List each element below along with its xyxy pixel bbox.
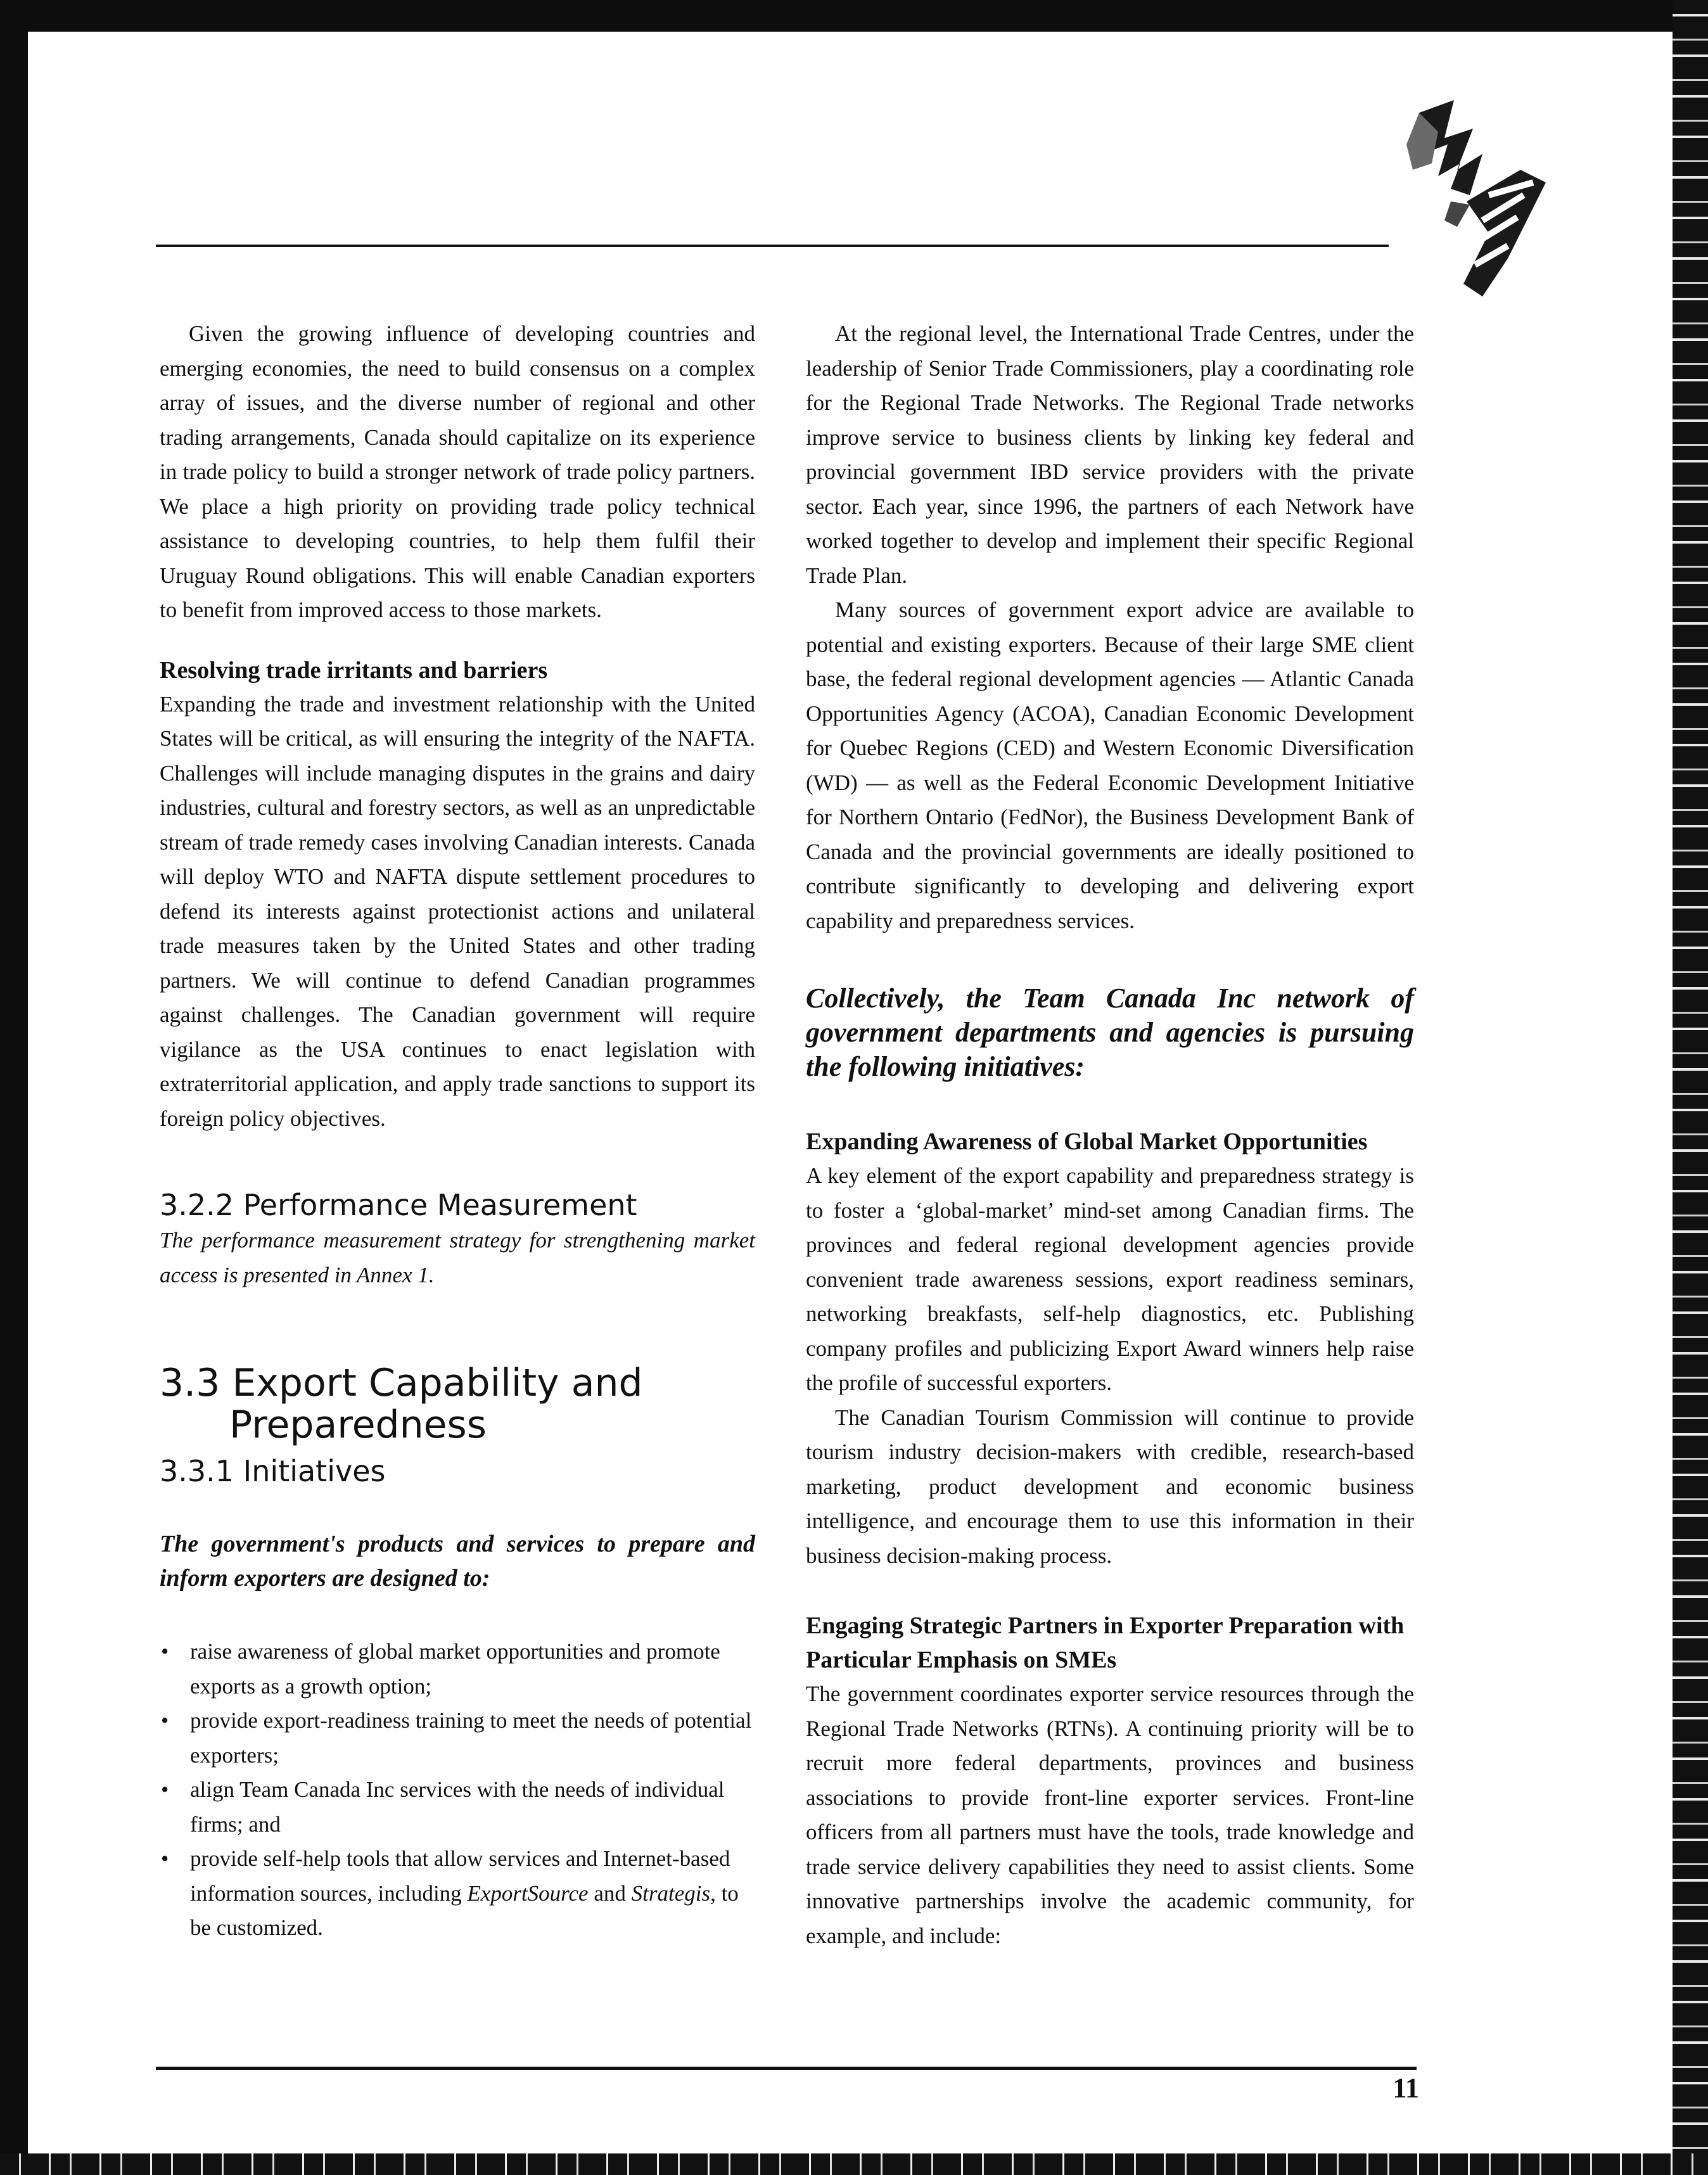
irritants-paragraph: Expanding the trade and investment relationship with the United States will be critical, as will ensuring the integrity of the NAFTA. Challenges will include managing disputes in the grains and dairy industries, cultural and forestry sectors, as well as an unpredictable stream of trade remedy cases involving Canadian interests. Canada will deploy WTO and NAFTA dispute settlement procedures to defend its interests against protectionist actions and unilateral trade measures taken by the United States and other trading partners. We will continue to defend Canadian programmes against challenges. The Canadian government will require vigilance as the USA continues to enact legislation with extraterritorial application, and apply trade sanctions to support its foreign policy objectives. [160, 691, 755, 1131]
bullet4-text-a: provide self-help tools that allow services and Internet-based information sources, including [190, 1846, 730, 1906]
exportsource-name: ExportSource [467, 1880, 589, 1906]
sources-paragraph: Many sources of government export advice are available to potential and existing exporters. Because of their large SME client base, the federal regional development agencies — Atlantic Canada Opportunities Agency (ACOA), Canadian Economic Development for Quebec Regions (CED) and Western Economic Diversification (WD) — as well as the Federal Economic Development Initiative for Northern Ontario (FedNor), the Business Development Bank of Canada and the provincial governments are ideally positioned to contribute significantly to developing and delivering export capability and preparedness services. [806, 597, 1414, 933]
irritants-heading: Resolving trade irritants and barriers [160, 656, 548, 684]
section-322-text: The performance measurement strategy for strengthening market access is presented in Annex 1. [160, 1228, 755, 1287]
top-rule [156, 245, 1389, 247]
list-item: • raise awareness of global market opportunities and promote exports as a growth option; [160, 1635, 755, 1704]
awareness-heading: Expanding Awareness of Global Market Opportunities [806, 1128, 1368, 1155]
awareness-paragraph: A key element of the export capability and preparedness strategy is to foster a ‘global-market’ mind-set among Canadian firms. The provinces and federal regional development agencies provide convenient trade awareness sessions, export readiness seminars, networking breakfasts, self-help diagnostics, etc. Publishing company profiles and publicizing Export Award winners help raise the profile of successful exporters. [806, 1163, 1414, 1395]
section-33-heading-line2: Preparedness [229, 1403, 487, 1447]
scan-border-left [0, 0, 28, 2175]
section-33-heading-line1: 3.3 Export Capability and [160, 1361, 643, 1405]
bullet4-text-b: and [588, 1880, 632, 1906]
list-item: • align Team Canada Inc services with the needs of individual firms; and [160, 1773, 755, 1842]
regional-paragraph: At the regional level, the International Trade Centres, under the leadership of Senior Trade Commissioners, play a coordinating role for the Regional Trade Networks. The Regional Trade networks improve service to business clients by linking key federal and provincial government IBD service providers with the private sector. Each year, since 1996, the partners of each Network have worked together to develop and implement their specific Regional Trade Plan. [806, 321, 1414, 588]
section-331-heading: 3.3.1 Initiatives [160, 1454, 386, 1488]
list-item: • provide export-readiness training to meet the needs of potential exporters; [160, 1704, 755, 1773]
partners-heading: Engaging Strategic Partners in Exporter Preparation with Particular Emphasis on SMEs [806, 1612, 1405, 1673]
section-322-heading: 3.2.2 Performance Measurement [160, 1188, 637, 1222]
scan-border-right [1673, 0, 1708, 2175]
right-column [806, 317, 1414, 1953]
left-column [160, 317, 755, 1946]
scan-border-bottom [0, 2153, 1708, 2175]
products-lead: The government's products and services to prepare and inform exporters are designed to: [160, 1531, 755, 1591]
strategis-name: Strategis [631, 1880, 711, 1906]
page-number: 11 [1393, 2072, 1419, 2103]
tourism-paragraph: The Canadian Tourism Commission will continue to provide tourism industry decision-makers with credible, research-based marketing, product development and economic business intelligence, and encourage them to use this information in their business decision-making process. [806, 1405, 1414, 1568]
collectively-lead: Collectively, the Team Canada Inc network of government departments and agencies is pursuing the following initiatives: [806, 983, 1414, 1082]
initiatives-list [160, 1635, 755, 1946]
scan-border-top [0, 0, 1708, 32]
bottom-rule [156, 2067, 1417, 2070]
intro-paragraph: Given the growing influence of developing countries and emerging economies, the need to build consensus on a complex array of issues, and the diverse number of regional and other trading arrangements, Canada should capitalize on its experience in trade policy to build a stronger network of trade policy partners. We place a high priority on providing trade policy technical assistance to developing countries, to help them fulfil their Uruguay Round obligations. This will enable Canadian exporters to benefit from improved access to those markets. [160, 321, 755, 622]
partners-paragraph: The government coordinates exporter service resources through the Regional Trade Networks (RTNs). A continuing priority will be to recruit more federal departments, provinces and business associations to provide front-line exporter services. Front-line officers from all partners must have the tools, trade knowledge and trade service delivery capabilities they need to assist clients. Some innovative partnerships involve the academic community, for example, and include: [806, 1681, 1414, 1948]
flag-logo-icon [1394, 94, 1558, 303]
bullet4-text-c: , to be customized. [190, 1880, 739, 1940]
list-item [160, 1842, 755, 1946]
